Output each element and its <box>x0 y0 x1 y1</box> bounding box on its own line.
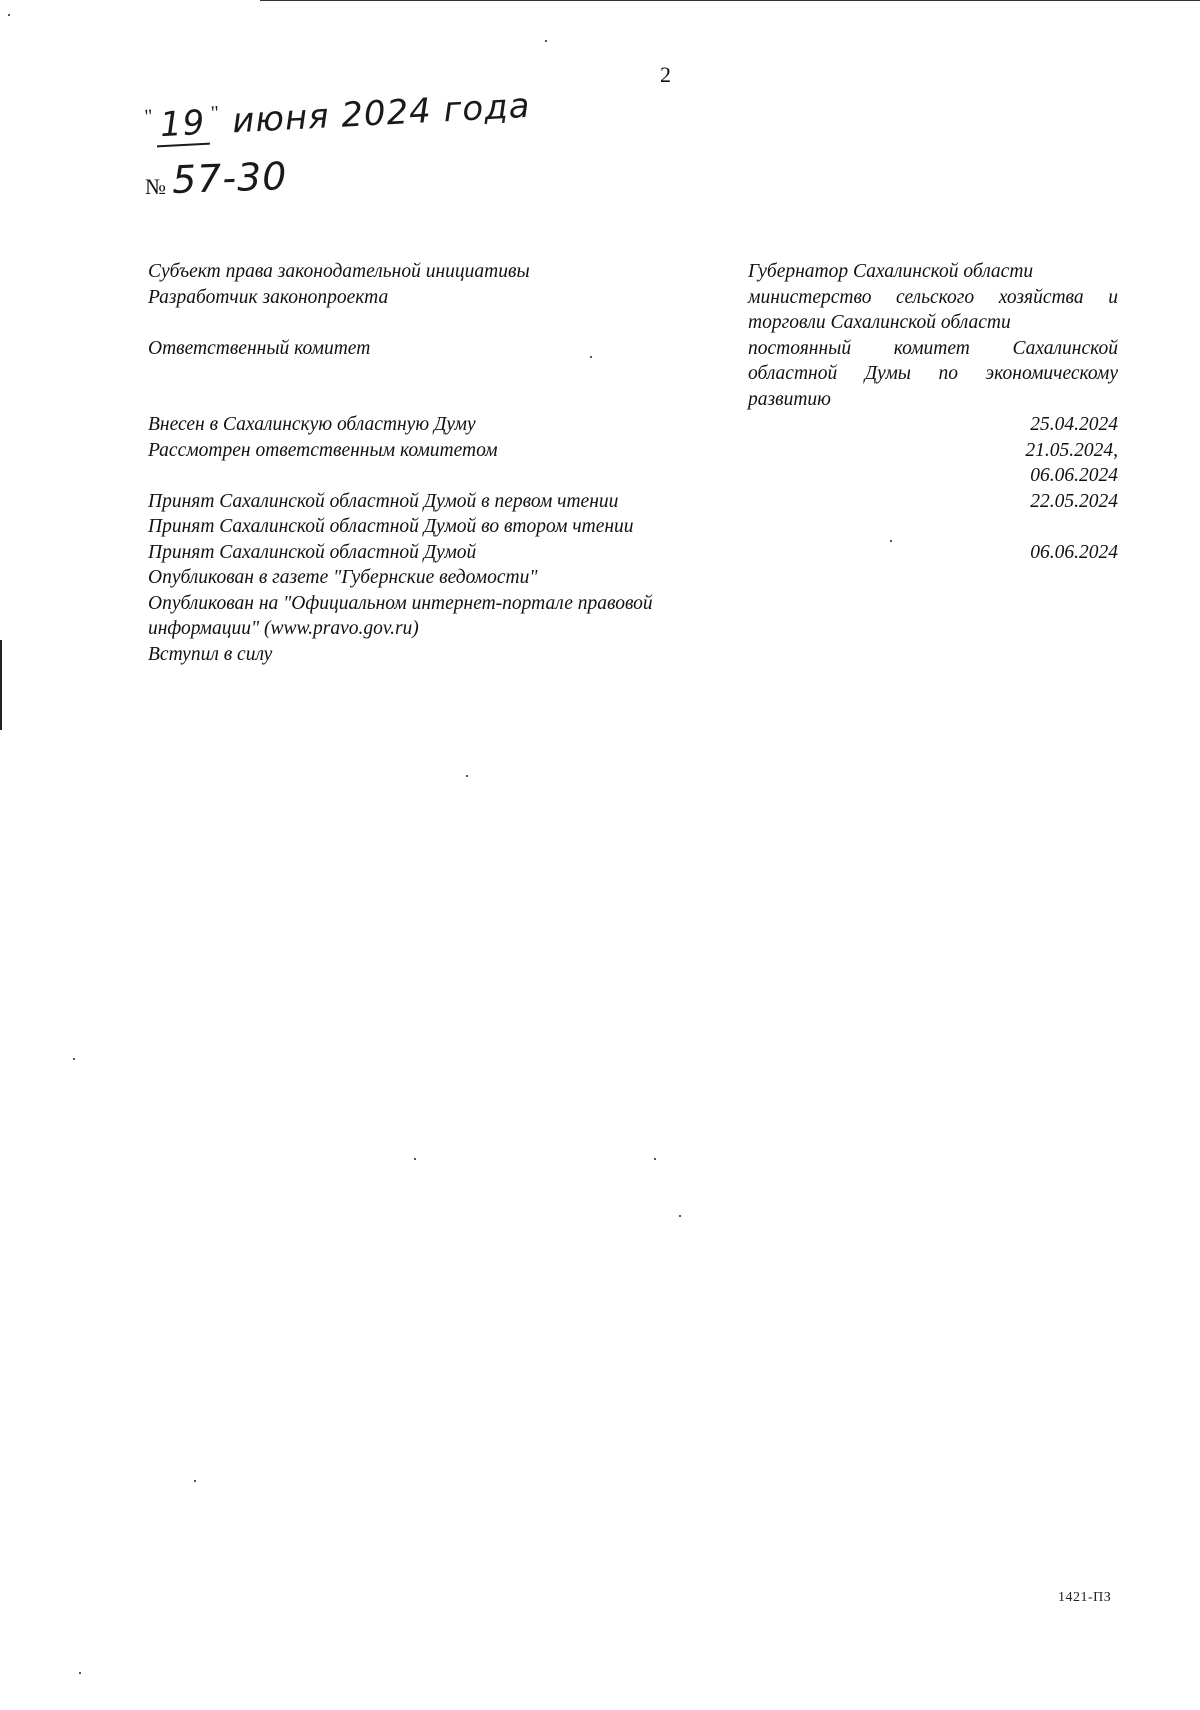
event-row-adopted <box>148 540 1118 566</box>
scan-speck <box>8 14 10 16</box>
event-label: Принят Сахалинской областной Думой в первом чтении <box>148 490 619 512</box>
event-date <box>818 591 1118 642</box>
event-row-second-reading <box>148 514 1118 540</box>
event-date: 22.05.2024 <box>1030 490 1118 512</box>
info-label: Ответственный комитет <box>148 337 371 359</box>
scan-edge-left <box>0 640 2 730</box>
event-label: Рассмотрен ответственным комитетом <box>148 439 498 461</box>
date-quote-open: " <box>143 105 155 128</box>
event-date: 06.06.2024 <box>1030 541 1118 563</box>
event-label: Вступил в силу <box>148 643 273 665</box>
date-day: 19 <box>155 103 210 148</box>
info-value: Губернатор Сахалинской области <box>748 261 1034 282</box>
event-date-second: 06.06.2024 <box>1030 465 1118 486</box>
event-label: Принят Сахалинской областной Думой во втором чтении <box>148 516 634 537</box>
date-quote-close: " <box>210 102 221 125</box>
scan-speck <box>590 356 592 358</box>
document-code: 1421-ПЗ <box>1058 1590 1112 1605</box>
handwritten-law-number <box>145 153 289 203</box>
event-date-first: 21.05.2024, <box>1025 439 1118 461</box>
scan-speck <box>79 1672 81 1674</box>
info-row-committee <box>148 336 1118 413</box>
event-label: Опубликован в газете "Губернские ведомости" <box>148 567 538 588</box>
event-label: Внесен в Сахалинскую областную Думу <box>148 414 476 435</box>
scan-speck <box>545 40 547 42</box>
event-label: Принят Сахалинской областной Думой <box>148 541 477 563</box>
info-row-initiator <box>148 259 1118 285</box>
event-label: Опубликован на "Официальном интернет-портале правовой информации" (www.pravo.gov.ru) <box>148 592 653 639</box>
event-row-committee-review <box>148 438 1118 489</box>
event-row-entered-into-force <box>148 642 1118 668</box>
scan-speck <box>890 540 892 542</box>
page-number: 2 <box>660 62 671 87</box>
event-date <box>818 565 1118 591</box>
info-label: Субъект права законодательной инициативы <box>148 261 530 282</box>
scan-speck <box>414 1158 416 1160</box>
scan-speck <box>654 1158 656 1160</box>
info-row-developer <box>148 285 1118 336</box>
info-label: Разработчик законопроекта <box>148 286 389 308</box>
event-row-published-portal <box>148 591 1118 642</box>
handwritten-adoption-date <box>144 86 532 148</box>
scan-speck <box>73 1058 75 1060</box>
number-value: 57-30 <box>171 153 289 203</box>
event-date <box>818 438 1118 489</box>
event-date: 25.04.2024 <box>1030 414 1118 435</box>
scan-edge-top <box>260 0 1200 1</box>
event-date <box>818 514 1118 540</box>
law-info-table <box>148 259 1118 667</box>
scan-speck <box>194 1480 196 1482</box>
event-row-first-reading <box>148 489 1118 515</box>
date-month-year: июня 2024 года <box>231 85 532 142</box>
number-label: № <box>145 174 166 199</box>
event-row-published-newspaper <box>148 565 1118 591</box>
info-value: министерство сельского хозяйства и торговли Сахалинской области <box>748 286 1118 333</box>
scan-speck <box>466 775 468 777</box>
event-row-submitted <box>148 412 1118 438</box>
scan-speck <box>679 1215 681 1217</box>
info-value: постоянный комитет Сахалинской областной Думы по экономическому развитию <box>748 337 1118 410</box>
event-date <box>818 642 1118 668</box>
